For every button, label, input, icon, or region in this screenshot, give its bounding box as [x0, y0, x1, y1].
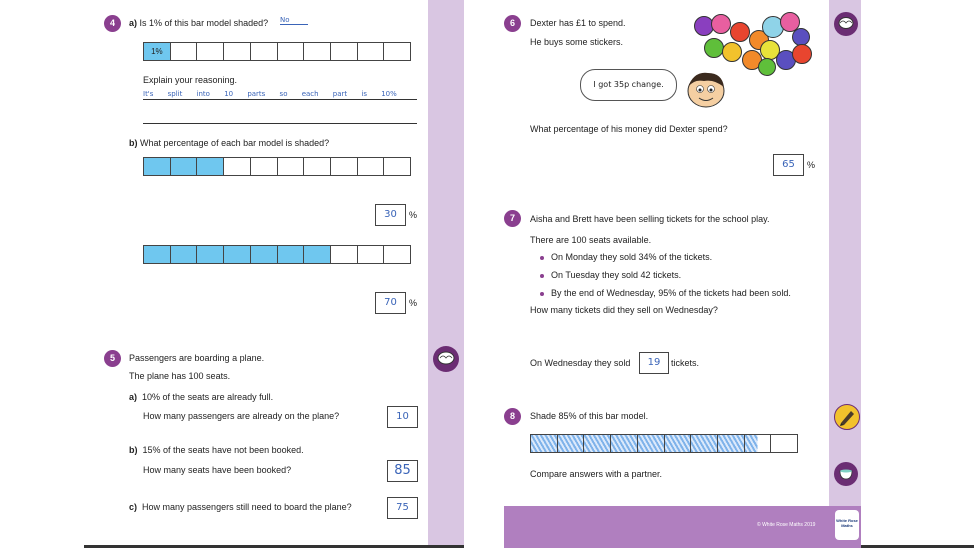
percent-sign: %: [409, 298, 418, 308]
bar-cell-shaded[interactable]: [611, 435, 638, 452]
q5c-question: How many passengers still need to board the plane?: [142, 502, 352, 512]
bar-cell-shaded[interactable]: [584, 435, 611, 452]
bar-model-1: [143, 42, 411, 61]
q4b-label: b): [129, 138, 138, 148]
dexter-character: [684, 69, 728, 109]
q7-sentence-start: On Wednesday they sold: [530, 358, 631, 368]
bar-cell: [304, 43, 331, 60]
bar-cell: [224, 43, 251, 60]
bar-model-q8: [530, 434, 798, 453]
logo-text: White Rose Maths: [836, 518, 858, 528]
q8-text: Shade 85% of this bar model.: [530, 411, 649, 421]
bar-cell-partially-shaded[interactable]: [745, 435, 772, 452]
bar-cell-shaded: [251, 246, 278, 263]
bar-cell: [384, 158, 410, 175]
bar-cell: [197, 43, 224, 60]
speech-bubble: [580, 69, 677, 101]
bar-cell-shaded[interactable]: [665, 435, 692, 452]
q7-bullet-3: By the end of Wednesday, 95% of the tickets had been sold.: [551, 288, 791, 298]
q5b-answer-box[interactable]: 85: [387, 460, 418, 482]
q5c-answer-box[interactable]: 75: [387, 497, 418, 519]
sticker: [792, 44, 812, 64]
q7-bullet-2: On Tuesday they sold 42 tickets.: [551, 270, 682, 280]
percent-sign: %: [807, 160, 816, 170]
bar-cell: [358, 43, 385, 60]
q4b-text: [129, 138, 329, 149]
q8-compare: Compare answers with a partner.: [530, 469, 663, 479]
bar-cell: [331, 158, 358, 175]
bar-cell-shaded: [224, 246, 251, 263]
bar-cell-shaded[interactable]: [691, 435, 718, 452]
bar-cell: [224, 158, 251, 175]
bar-cell: [384, 246, 410, 263]
question-number-4: 4: [104, 15, 121, 32]
question-number-8: 8: [504, 408, 521, 425]
question-number-7: 7: [504, 210, 521, 227]
bar-model-1-cell-1: 1%: [144, 43, 171, 60]
q7-bullet-1: On Monday they sold 34% of the tickets.: [551, 252, 713, 262]
q4b-question: What percentage of each bar model is shaded?: [140, 138, 330, 148]
q6-question: What percentage of his money did Dexter spend?: [530, 124, 728, 134]
q5c-label: c): [129, 502, 138, 512]
q4b-answer-box-1[interactable]: 30: [375, 204, 406, 226]
q5b-statement: 15% of the seats have not been booked.: [142, 445, 304, 455]
percent-sign: %: [409, 210, 418, 220]
question-number-6: 6: [504, 15, 521, 32]
bar-model-2: [143, 157, 411, 176]
q6-line-2: He buys some stickers.: [530, 37, 624, 47]
sticker: [730, 22, 750, 42]
q4a-label: a): [129, 18, 138, 28]
sticker: [704, 38, 724, 58]
q7-sentence-end: tickets.: [671, 358, 700, 368]
bar-model-3: [143, 245, 411, 264]
bar-cell: [251, 43, 278, 60]
sticker: [711, 14, 731, 34]
q4a-question: Is 1% of this bar model shaded?: [139, 18, 269, 28]
left-page-margin-strip: [428, 0, 464, 548]
bar-cell-shaded[interactable]: [558, 435, 585, 452]
copyright-text: © White Rose Maths 2019: [757, 522, 816, 528]
bar-cell-shaded: [197, 246, 224, 263]
q4a-answer: No: [280, 16, 308, 25]
q7-answer-box[interactable]: 19: [639, 352, 669, 374]
q4b-answer-box-2[interactable]: 70: [375, 292, 406, 314]
q7-line-2: There are 100 seats available.: [530, 235, 652, 245]
q5b-text: [129, 445, 304, 456]
q6-answer-box[interactable]: 65: [773, 154, 804, 176]
bar-cell: [331, 246, 358, 263]
page-gutter: [464, 0, 504, 548]
speech-bubble-text: I got 35p change.: [593, 80, 664, 89]
bar-cell: [358, 246, 385, 263]
answer-line: [143, 123, 417, 124]
q5-intro-2: The plane has 100 seats.: [129, 371, 231, 381]
bar-cell: [251, 158, 278, 175]
q5a-answer-box[interactable]: 10: [387, 406, 418, 428]
bar-cell: [384, 43, 410, 60]
sticker: [722, 42, 742, 62]
bar-cell: [358, 158, 385, 175]
brain-icon: [834, 12, 858, 36]
q5b-label: b): [129, 445, 138, 455]
bar-cell-shaded[interactable]: [638, 435, 665, 452]
bar-cell-shaded[interactable]: [531, 435, 558, 452]
bar-cell: [171, 43, 198, 60]
q5a-question: How many passengers are already on the plane?: [143, 411, 340, 421]
q7-question: How many tickets did they sell on Wednesday?: [530, 305, 718, 315]
sticker: [758, 58, 776, 76]
bar-cell-shaded: [171, 246, 198, 263]
q6-line-1: Dexter has £1 to spend.: [530, 18, 626, 28]
bar-cell: [278, 158, 305, 175]
bar-cell[interactable]: [771, 435, 797, 452]
q5a-text: [129, 392, 273, 403]
bar-cell-shaded: [144, 246, 171, 263]
pencil-icon: [834, 404, 860, 430]
q5c-text: [129, 502, 352, 513]
bar-cell-shaded: [278, 246, 305, 263]
bar-cell-shaded: [197, 158, 224, 175]
bar-cell: [331, 43, 358, 60]
brain-icon: [433, 346, 459, 372]
q4-explain-prompt: Explain your reasoning.: [143, 75, 238, 85]
q5a-statement: 10% of the seats are already full.: [142, 392, 274, 402]
teacup-icon: [834, 462, 858, 486]
q5b-question: How many seats have been booked?: [143, 465, 292, 475]
q5-intro-1: Passengers are boarding a plane.: [129, 353, 265, 363]
bar-cell: [304, 158, 331, 175]
q4a-text: [129, 18, 268, 29]
bar-cell-shaded: [144, 158, 171, 175]
question-number-5: 5: [104, 350, 121, 367]
white-rose-maths-logo: [835, 510, 859, 540]
stickers-illustration: [692, 10, 812, 78]
bar-cell-shaded[interactable]: [718, 435, 745, 452]
bar-cell: [278, 43, 305, 60]
q4-explain-answer: It's split into 10 parts so each part is 10%: [143, 90, 417, 100]
q7-line-1: Aisha and Brett have been selling tickets for the school play.: [530, 214, 770, 224]
bar-cell-shaded: [304, 246, 331, 263]
bar-cell-shaded: [171, 158, 198, 175]
q5a-label: a): [129, 392, 138, 402]
